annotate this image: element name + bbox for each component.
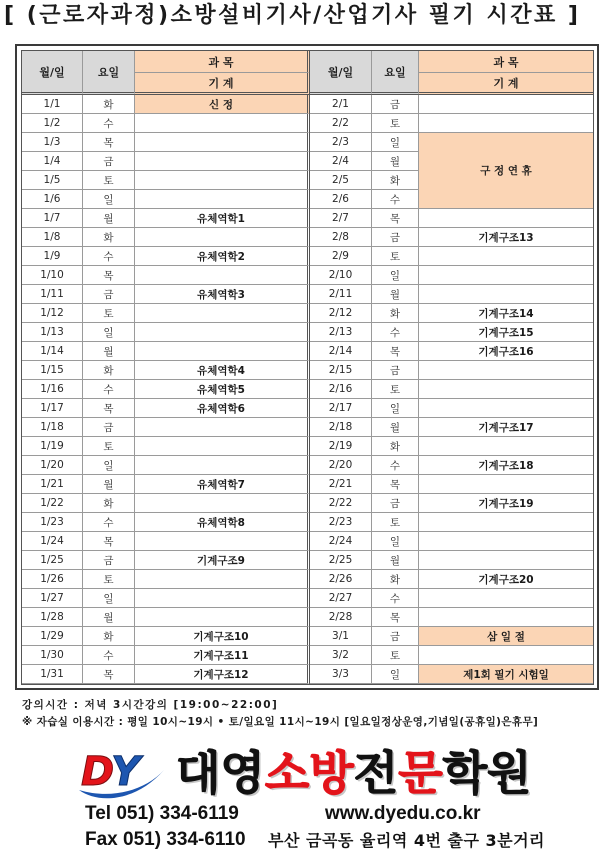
weekday-cell: 월 [83, 209, 135, 228]
subject-cell [135, 114, 310, 133]
weekday-cell: 수 [372, 456, 419, 475]
date-cell: 2/13 [310, 323, 372, 342]
subject-cell [135, 304, 310, 323]
weekday-cell: 수 [372, 190, 419, 209]
weekday-cell: 토 [83, 171, 135, 190]
date-cell: 2/21 [310, 475, 372, 494]
academy-name-part: 대영 [176, 746, 265, 800]
subject-cell [419, 532, 593, 551]
date-cell: 3/3 [310, 665, 372, 684]
weekday-cell: 화 [83, 627, 135, 646]
weekday-cell: 수 [83, 114, 135, 133]
weekday-cell: 목 [83, 266, 135, 285]
date-cell: 2/3 [310, 133, 372, 152]
subject-cell: 유체역학1 [135, 209, 310, 228]
date-cell: 2/23 [310, 513, 372, 532]
logo-letter-y: Y [111, 749, 141, 795]
weekday-cell: 일 [83, 190, 135, 209]
weekday-cell: 토 [83, 570, 135, 589]
header-subject-right: 과 목 [419, 51, 593, 73]
weekday-cell: 금 [372, 95, 419, 114]
date-cell: 2/18 [310, 418, 372, 437]
date-cell: 1/9 [22, 247, 83, 266]
weekday-cell: 화 [372, 171, 419, 190]
holiday-cell: 신 정 [135, 95, 310, 114]
weekday-cell: 금 [83, 418, 135, 437]
study-room-note: ※ 자습실 이용시간 : 평일 10시~19시 • 토/일요일 11시~19시 [일요일정상운영,기념일(공휴일)은휴무] [22, 716, 539, 728]
date-cell: 1/24 [22, 532, 83, 551]
date-cell: 1/6 [22, 190, 83, 209]
date-cell: 3/1 [310, 627, 372, 646]
subject-cell: 유체역학2 [135, 247, 310, 266]
weekday-cell: 수 [83, 247, 135, 266]
date-cell: 2/9 [310, 247, 372, 266]
date-cell: 2/7 [310, 209, 372, 228]
subject-cell: 유체역학3 [135, 285, 310, 304]
subject-cell [419, 95, 593, 114]
weekday-cell: 월 [83, 342, 135, 361]
subject-cell: 기계구조19 [419, 494, 593, 513]
weekday-cell: 월 [372, 285, 419, 304]
subject-cell: 기계구조9 [135, 551, 310, 570]
holiday-cell: 제1회 필기 시험일 [419, 665, 593, 684]
weekday-cell: 목 [83, 399, 135, 418]
weekday-cell: 금 [372, 627, 419, 646]
svg-text:DY [81, 749, 144, 795]
subject-cell: 기계구조16 [419, 342, 593, 361]
date-cell: 1/12 [22, 304, 83, 323]
weekday-cell: 월 [372, 418, 419, 437]
date-cell: 1/7 [22, 209, 83, 228]
academy-name [176, 744, 532, 802]
date-cell: 2/12 [310, 304, 372, 323]
subject-cell [419, 399, 593, 418]
weekday-cell: 토 [372, 114, 419, 133]
header-date-right: 월/일 [310, 51, 372, 95]
subject-cell [419, 285, 593, 304]
tel-number: Tel 051) 334-6119 [85, 803, 239, 824]
date-cell: 2/26 [310, 570, 372, 589]
date-cell: 2/8 [310, 228, 372, 247]
weekday-cell: 수 [372, 323, 419, 342]
weekday-cell: 토 [372, 380, 419, 399]
subject-cell [419, 247, 593, 266]
subject-cell: 유체역학8 [135, 513, 310, 532]
subject-cell [419, 361, 593, 380]
subject-cell: 기계구조20 [419, 570, 593, 589]
subject-cell [135, 570, 310, 589]
header-date-left: 월/일 [22, 51, 83, 95]
weekday-cell: 금 [83, 152, 135, 171]
weekday-cell: 화 [83, 494, 135, 513]
weekday-cell: 일 [83, 589, 135, 608]
subject-cell [135, 456, 310, 475]
weekday-cell: 금 [372, 228, 419, 247]
header-subject-left: 과 목 [135, 51, 310, 73]
date-cell: 1/30 [22, 646, 83, 665]
weekday-cell: 일 [372, 266, 419, 285]
subject-cell: 유체역학4 [135, 361, 310, 380]
subject-cell [135, 133, 310, 152]
weekday-cell: 일 [372, 399, 419, 418]
date-cell: 2/16 [310, 380, 372, 399]
subject-cell [135, 190, 310, 209]
date-cell: 1/1 [22, 95, 83, 114]
date-cell: 2/19 [310, 437, 372, 456]
date-cell: 1/18 [22, 418, 83, 437]
weekday-cell: 목 [372, 342, 419, 361]
subject-cell [419, 589, 593, 608]
date-cell: 2/10 [310, 266, 372, 285]
weekday-cell: 목 [372, 608, 419, 627]
weekday-cell: 토 [372, 247, 419, 266]
date-cell: 1/13 [22, 323, 83, 342]
subject-cell [419, 646, 593, 665]
weekday-cell: 수 [83, 646, 135, 665]
weekday-cell: 목 [372, 475, 419, 494]
date-cell: 1/20 [22, 456, 83, 475]
weekday-cell: 수 [83, 513, 135, 532]
weekday-cell: 화 [372, 437, 419, 456]
date-cell: 1/14 [22, 342, 83, 361]
subject-cell: 유체역학6 [135, 399, 310, 418]
subject-cell: 기계구조10 [135, 627, 310, 646]
website-url: www.dyedu.co.kr [325, 803, 481, 824]
date-cell: 1/21 [22, 475, 83, 494]
weekday-cell: 화 [83, 228, 135, 247]
date-cell: 1/5 [22, 171, 83, 190]
date-cell: 1/27 [22, 589, 83, 608]
subject-cell [135, 532, 310, 551]
weekday-cell: 금 [83, 285, 135, 304]
weekday-cell: 목 [372, 209, 419, 228]
subject-cell: 기계구조11 [135, 646, 310, 665]
weekday-cell: 수 [83, 380, 135, 399]
subject-cell [419, 608, 593, 627]
weekday-cell: 월 [372, 551, 419, 570]
weekday-cell: 일 [372, 532, 419, 551]
date-cell: 2/25 [310, 551, 372, 570]
weekday-cell: 화 [372, 570, 419, 589]
fax-number: Fax 051) 334-6110 [85, 829, 246, 850]
date-cell: 1/31 [22, 665, 83, 684]
subject-cell: 기계구조15 [419, 323, 593, 342]
subject-cell [419, 114, 593, 133]
date-cell: 2/2 [310, 114, 372, 133]
date-cell: 3/2 [310, 646, 372, 665]
date-cell: 2/28 [310, 608, 372, 627]
holiday-cell: 삼 일 절 [419, 627, 593, 646]
weekday-cell: 수 [372, 589, 419, 608]
weekday-cell: 금 [372, 494, 419, 513]
subject-cell [419, 266, 593, 285]
weekday-cell: 토 [83, 437, 135, 456]
subject-cell [135, 152, 310, 171]
date-cell: 1/4 [22, 152, 83, 171]
date-cell: 1/2 [22, 114, 83, 133]
academy-name-part: 전 [353, 746, 399, 800]
subject-cell [135, 342, 310, 361]
weekday-cell: 일 [83, 323, 135, 342]
date-cell: 2/5 [310, 171, 372, 190]
subject-cell [419, 209, 593, 228]
subject-cell: 기계구조17 [419, 418, 593, 437]
weekday-cell: 일 [83, 456, 135, 475]
page-title: [ (근로자과정)소방설비기사/산업기사 필기 시간표 ] [4, 3, 581, 28]
date-cell: 2/15 [310, 361, 372, 380]
weekday-cell: 금 [83, 551, 135, 570]
weekday-cell: 월 [83, 475, 135, 494]
logo-letter-d: D [81, 749, 112, 795]
weekday-cell: 화 [372, 304, 419, 323]
weekday-cell: 금 [372, 361, 419, 380]
subject-cell [135, 589, 310, 608]
header-weekday-right: 요일 [372, 51, 419, 95]
academy-name-part: 학원 [442, 746, 532, 800]
subject-cell [135, 494, 310, 513]
schedule-table [21, 50, 594, 685]
header-weekday-left: 요일 [83, 51, 135, 95]
date-cell: 1/15 [22, 361, 83, 380]
weekday-cell: 화 [83, 95, 135, 114]
subject-cell [135, 437, 310, 456]
weekday-cell: 토 [372, 513, 419, 532]
subject-cell [135, 418, 310, 437]
header-track-right: 기 계 [419, 73, 593, 95]
subject-cell [135, 266, 310, 285]
header-track-left: 기 계 [135, 73, 310, 95]
date-cell: 1/28 [22, 608, 83, 627]
date-cell: 1/22 [22, 494, 83, 513]
weekday-cell: 목 [83, 665, 135, 684]
date-cell: 1/3 [22, 133, 83, 152]
subject-cell [419, 551, 593, 570]
date-cell: 1/29 [22, 627, 83, 646]
subject-cell [135, 323, 310, 342]
date-cell: 1/11 [22, 285, 83, 304]
date-cell: 2/17 [310, 399, 372, 418]
weekday-cell: 일 [372, 665, 419, 684]
weekday-cell: 월 [372, 152, 419, 171]
subject-cell [135, 228, 310, 247]
date-cell: 2/11 [310, 285, 372, 304]
date-cell: 1/19 [22, 437, 83, 456]
subject-cell: 기계구조14 [419, 304, 593, 323]
date-cell: 1/25 [22, 551, 83, 570]
subject-cell [135, 608, 310, 627]
dy-logo-icon [76, 744, 166, 804]
subject-cell: 기계구조13 [419, 228, 593, 247]
weekday-cell: 토 [372, 646, 419, 665]
holiday-cell: 구 정 연 휴 [419, 133, 593, 209]
date-cell: 2/1 [310, 95, 372, 114]
subject-cell: 기계구조12 [135, 665, 310, 684]
subject-cell [419, 380, 593, 399]
weekday-cell: 일 [372, 133, 419, 152]
date-cell: 2/6 [310, 190, 372, 209]
weekday-cell: 화 [83, 361, 135, 380]
subject-cell: 기계구조18 [419, 456, 593, 475]
date-cell: 2/22 [310, 494, 372, 513]
date-cell: 1/8 [22, 228, 83, 247]
subject-cell [419, 475, 593, 494]
date-cell: 1/10 [22, 266, 83, 285]
date-cell: 1/16 [22, 380, 83, 399]
subject-cell [419, 437, 593, 456]
date-cell: 1/17 [22, 399, 83, 418]
date-cell: 2/27 [310, 589, 372, 608]
academy-name-part: 소방 [264, 746, 354, 800]
date-cell: 2/20 [310, 456, 372, 475]
subject-cell [135, 171, 310, 190]
subject-cell: 유체역학7 [135, 475, 310, 494]
weekday-cell: 토 [83, 304, 135, 323]
date-cell: 1/26 [22, 570, 83, 589]
weekday-cell: 월 [83, 608, 135, 627]
address: 부산 금곡동 율리역 4번 출구 3분거리 [268, 831, 546, 850]
date-cell: 1/23 [22, 513, 83, 532]
subject-cell [419, 513, 593, 532]
lecture-time-note: 강의시간 : 저녁 3시간강의 [19:00~22:00] [22, 699, 279, 711]
academy-name-part: 문 [398, 746, 443, 800]
subject-cell: 유체역학5 [135, 380, 310, 399]
date-cell: 2/24 [310, 532, 372, 551]
weekday-cell: 목 [83, 532, 135, 551]
date-cell: 2/14 [310, 342, 372, 361]
date-cell: 2/4 [310, 152, 372, 171]
weekday-cell: 목 [83, 133, 135, 152]
